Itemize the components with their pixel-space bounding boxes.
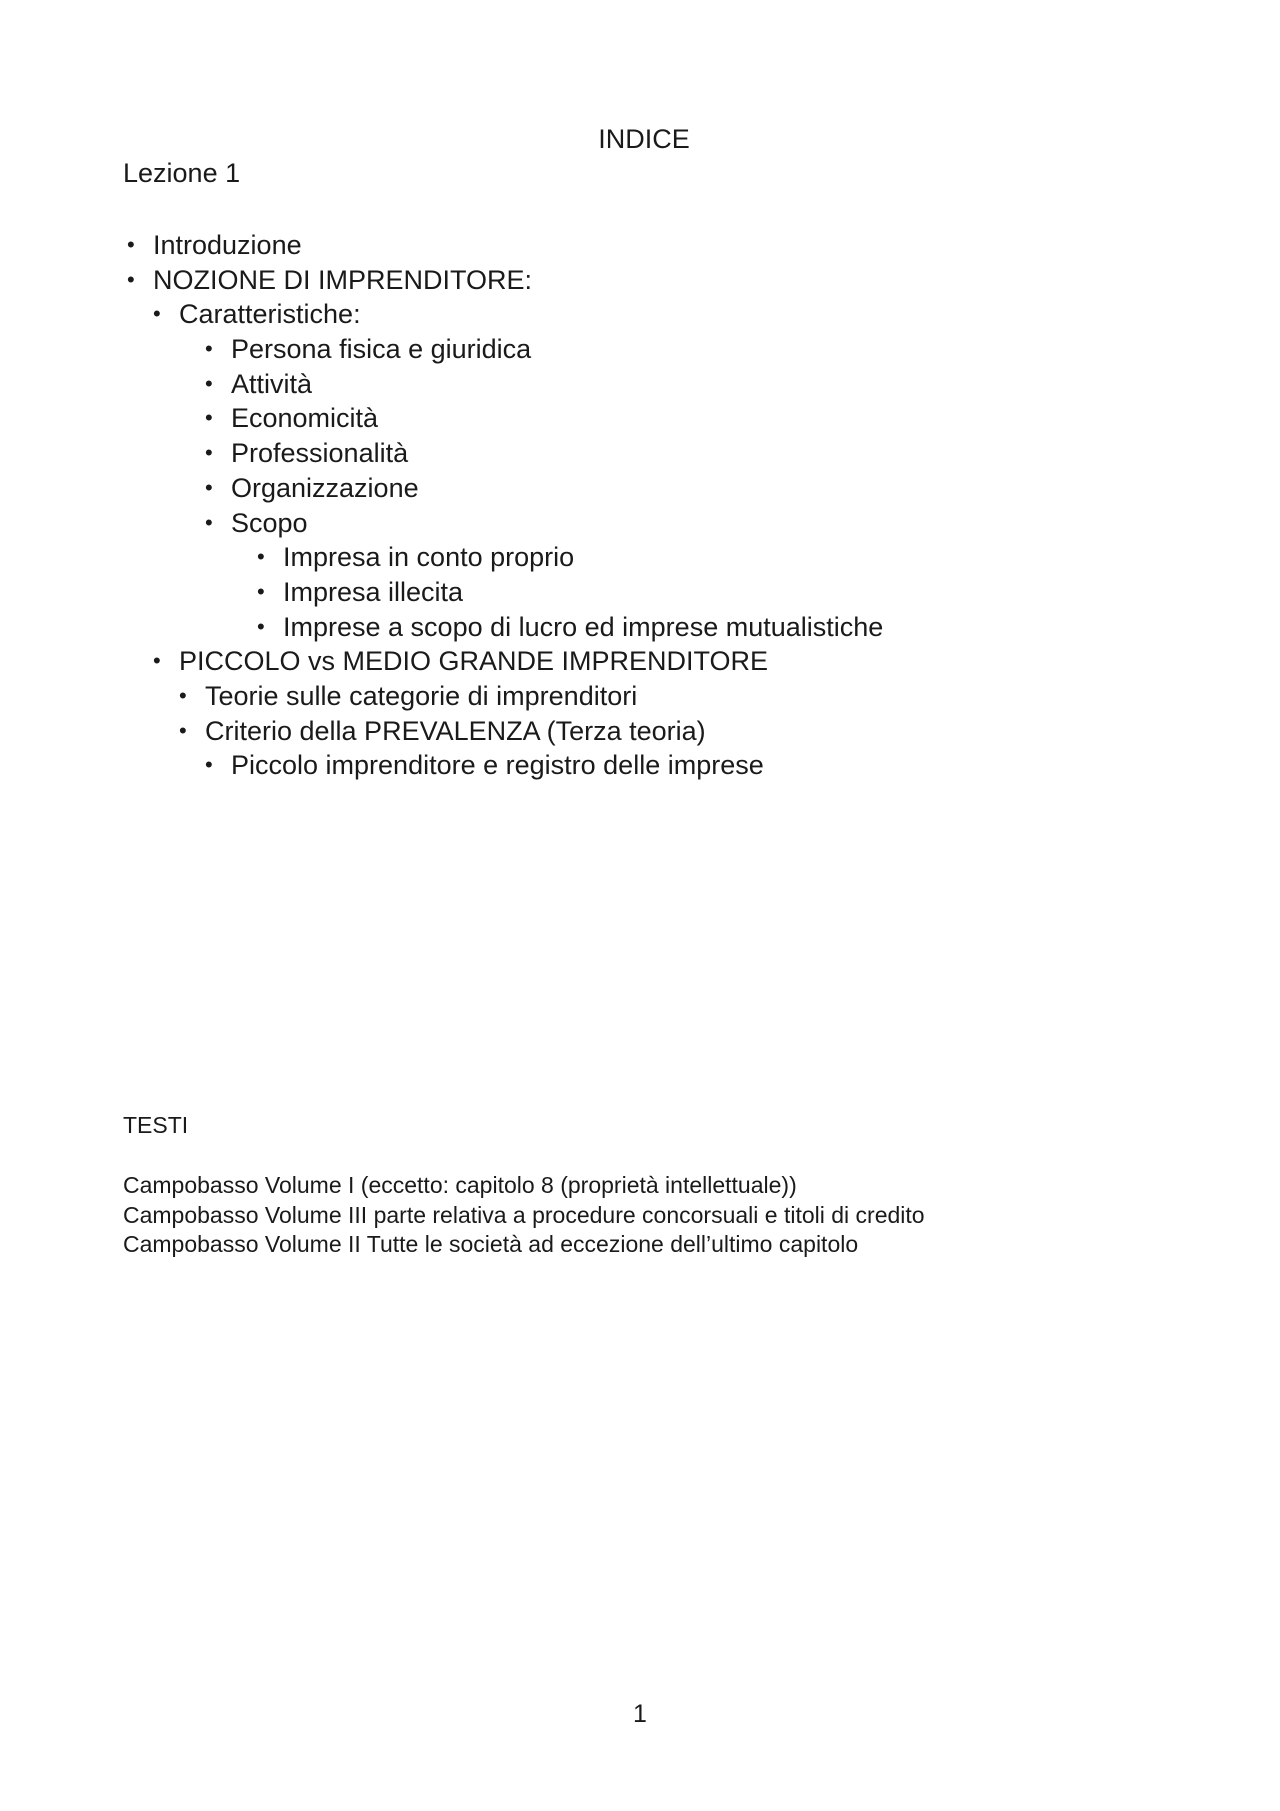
table-of-contents <box>123 228 883 783</box>
reference-item: Campobasso Volume II Tutte le società ad eccezione dell’ultimo capitolo <box>123 1231 859 1257</box>
toc-item: • Piccolo imprenditore e registro delle imprese <box>123 748 883 783</box>
toc-item: • Criterio della PREVALENZA (Terza teoria) <box>123 714 883 749</box>
toc-item: • Introduzione <box>123 228 883 263</box>
toc-item: • Impresa in conto proprio <box>123 540 883 575</box>
toc-item: • Scopo <box>123 506 883 541</box>
toc-item: • Economicità <box>123 401 883 436</box>
toc-item: • Organizzazione <box>123 471 883 506</box>
page-title: INDICE <box>598 124 690 154</box>
toc-item: • Persona fisica e giuridica <box>123 332 883 367</box>
page-number: 1 <box>633 1700 647 1728</box>
texts-heading: TESTI <box>123 1112 189 1138</box>
toc-item: • PICCOLO vs MEDIO GRANDE IMPRENDITORE <box>123 644 883 679</box>
toc-item: • Teorie sulle categorie di imprenditori <box>123 679 883 714</box>
toc-item: • Caratteristiche: <box>123 297 883 332</box>
lesson-heading: Lezione 1 <box>123 158 241 188</box>
reference-item: Campobasso Volume I (eccetto: capitolo 8 (proprietà intellettuale)) <box>123 1172 797 1198</box>
toc-item: • Impresa illecita <box>123 575 883 610</box>
reference-list <box>123 1171 925 1260</box>
reference-item: Campobasso Volume III parte relativa a procedure concorsuali e titoli di credito <box>123 1201 925 1228</box>
toc-item: • Professionalità <box>123 436 883 471</box>
toc-item: • NOZIONE DI IMPRENDITORE: <box>123 263 883 298</box>
toc-item: • Attività <box>123 367 883 402</box>
toc-item: • Imprese a scopo di lucro ed imprese mutualistiche <box>123 610 883 645</box>
